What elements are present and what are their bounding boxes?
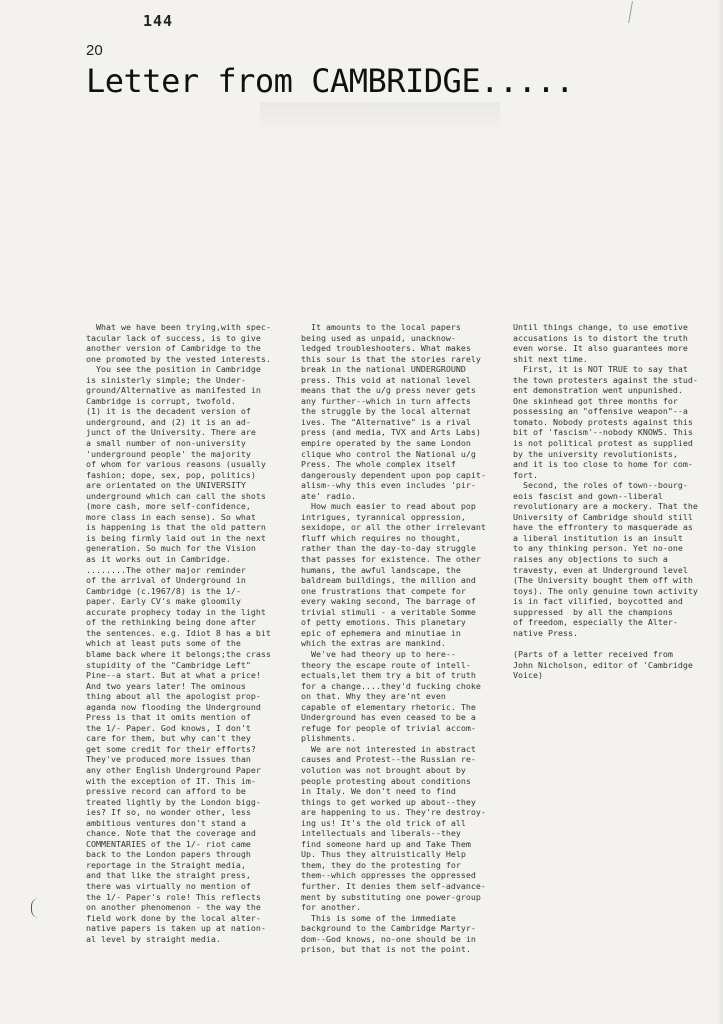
text-line: people protesting about conditions bbox=[301, 775, 471, 786]
text-line: treated lightly by the London bigg- bbox=[86, 796, 261, 807]
text-line: a small number of non-university bbox=[86, 438, 246, 449]
text-line: aganda now flooding the Underground bbox=[86, 701, 261, 712]
text-line: sexidope, or all the other irrelevant bbox=[301, 522, 486, 533]
text-line: every waking second, The barrage of bbox=[301, 596, 476, 607]
text-line: ies? If so, no wonder other, less bbox=[86, 807, 251, 818]
text-line: toys). The only genuine town activity bbox=[513, 585, 698, 596]
text-line: are happening to us. They're destroy- bbox=[301, 807, 486, 818]
text-line: a liberal institution is an insult bbox=[513, 532, 683, 543]
text-line: You see the position in Cambridge bbox=[86, 364, 261, 375]
text-line: of the rethinking being done after bbox=[86, 617, 256, 628]
text-line: John Nicholson, editor of 'Cambridge bbox=[513, 659, 693, 670]
margin-bracket-mark bbox=[31, 898, 40, 918]
text-line: fort. bbox=[513, 469, 538, 480]
text-line: is sinisterly simple; the Under- bbox=[86, 374, 246, 385]
text-line: is in fact vilified, boycotted and bbox=[513, 596, 683, 607]
text-line: What we have been trying,with spec- bbox=[86, 322, 271, 332]
text-line: on another phenomenon - the way the bbox=[86, 902, 261, 913]
text-line: of whom for various reasons (usually bbox=[86, 459, 266, 470]
text-line: volution was not brought about by bbox=[301, 764, 466, 775]
text-line: Underground has even ceased to be a bbox=[301, 712, 476, 723]
text-line: trivial stimuli - a veritable Somme bbox=[301, 606, 476, 617]
text-line: refuge for people of trivial accom- bbox=[301, 722, 476, 733]
text-line: press (and media, TVX and Arts Labs) bbox=[301, 427, 481, 438]
text-line: to any thinking person. Yet no-one bbox=[513, 543, 683, 554]
text-line: native Press. bbox=[513, 627, 578, 638]
text-line: being used as unpaid, unacknow- bbox=[301, 332, 456, 343]
text-line: plishments. bbox=[301, 733, 356, 744]
text-line: them--which oppresses the oppressed bbox=[301, 870, 476, 881]
text-line: capable of elementary rhetoric. The bbox=[301, 701, 476, 712]
text-line: al level by straight media. bbox=[86, 933, 221, 944]
text-line: is not political protest as supplied bbox=[513, 438, 693, 449]
text-line: more class in each sense). So what bbox=[86, 511, 256, 522]
text-line: ground/Alternative as manifested in bbox=[86, 385, 261, 396]
page-edge-shadow bbox=[717, 0, 723, 1024]
text-line: get some credit for their efforts? bbox=[86, 743, 256, 754]
text-line: Until things change, to use emotive bbox=[513, 322, 688, 332]
text-line: eois fascist and gown--liberal bbox=[513, 490, 663, 501]
text-line: tomato. Nobody protests against this bbox=[513, 416, 693, 427]
text-column-3 bbox=[513, 322, 713, 681]
text-line: of the arrival of Underground in bbox=[86, 575, 246, 586]
text-line: revolutionary are a mockery. That the bbox=[513, 501, 698, 512]
text-line: press. This void at national level bbox=[301, 374, 471, 385]
text-line: of freedom, especially the Alter- bbox=[513, 617, 678, 628]
text-line: We've had theory up to here-- bbox=[301, 648, 456, 659]
text-line: ives. The "Alternative" is a rival bbox=[301, 416, 471, 427]
text-line: is happening is that the old pattern bbox=[86, 522, 266, 533]
text-line: dom--God knows, no-one should be in bbox=[301, 933, 476, 944]
text-line: stupidity of the "Cambridge Left" bbox=[86, 659, 251, 670]
text-line: (1) it is the decadent version of bbox=[86, 406, 251, 417]
text-line: further. It denies them self-advance- bbox=[301, 880, 486, 891]
text-line: How much easier to read about pop bbox=[301, 501, 476, 512]
text-line: thing about all the apologist prop- bbox=[86, 691, 261, 702]
pen-mark bbox=[628, 1, 643, 25]
text-line: fashion; dope, sex, pop, politics) bbox=[86, 469, 256, 480]
text-line: suppressed by all the champions bbox=[513, 606, 673, 617]
text-line: is being firmly laid out in the next bbox=[86, 532, 266, 543]
text-column-2 bbox=[301, 322, 507, 955]
text-line: of petty emotions. This planetary bbox=[301, 617, 466, 628]
page-number: 20 bbox=[86, 42, 103, 59]
text-line: possessing an "offensive weapon"--a bbox=[513, 406, 688, 417]
text-line: epic of ephemera and minutiae in bbox=[301, 627, 461, 638]
text-line: any further--which in turn affects bbox=[301, 395, 471, 406]
text-line: ment by substituting one power-group bbox=[301, 891, 481, 902]
text-line: intellectuals and liberals--they bbox=[301, 828, 461, 839]
text-line: ing us! It's the old trick of all bbox=[301, 817, 466, 828]
text-line: with the exception of IT. This im- bbox=[86, 775, 256, 786]
text-line: It amounts to the local papers bbox=[301, 322, 461, 332]
text-line: underground, and (2) it is an ad- bbox=[86, 416, 251, 427]
text-line: empire operated by the same London bbox=[301, 438, 471, 449]
text-line: another version of Cambridge to the bbox=[86, 343, 261, 354]
text-line: Cambridge (c.1967/8) is the 1/- bbox=[86, 585, 241, 596]
text-line: in Italy. We don't need to find bbox=[301, 786, 456, 797]
text-line: them, they do the protesting for bbox=[301, 859, 461, 870]
text-line: the struggle by the local alternat bbox=[301, 406, 471, 417]
text-line: ........The other major reminder bbox=[86, 564, 246, 575]
text-line: paper. Early CV's make gloomily bbox=[86, 596, 241, 607]
text-line: and it is too close to home for com- bbox=[513, 459, 693, 470]
text-line: which at least puts some of the bbox=[86, 638, 241, 649]
text-line: First, it is NOT TRUE to say that bbox=[513, 364, 688, 375]
text-line: rather than the day-to-day struggle bbox=[301, 543, 476, 554]
text-line: means that the u/g press never gets bbox=[301, 385, 476, 396]
text-line: dangerously dependent upon pop capit- bbox=[301, 469, 486, 480]
text-line: are orientated on the UNIVERSITY bbox=[86, 480, 246, 491]
text-line: have the effrontery to masquerade as bbox=[513, 522, 693, 533]
text-line: field work done by the local alter- bbox=[86, 912, 261, 923]
text-line: junct of the University. There are bbox=[86, 427, 256, 438]
text-line: theory the escape route of intell- bbox=[301, 659, 471, 670]
text-line: find someone hard up and Take Them bbox=[301, 838, 471, 849]
article-title: Letter from CAMBRIDGE..... bbox=[86, 62, 574, 100]
text-line: (Parts of a letter received from bbox=[513, 648, 673, 659]
text-line: chance. Note that the coverage and bbox=[86, 828, 256, 839]
text-line: 'underground people' the majority bbox=[86, 448, 251, 459]
text-line: Up. Thus they altruistically Help bbox=[301, 849, 466, 860]
text-line: any other English Underground Paper bbox=[86, 764, 261, 775]
text-line: causes and Protest--the Russian re- bbox=[301, 754, 476, 765]
text-line bbox=[513, 638, 713, 649]
text-line: ent demonstration went unpunished. bbox=[513, 385, 683, 396]
text-line: We are not interested in abstract bbox=[301, 743, 476, 754]
text-line: COMMENTARIES of the 1/- riot came bbox=[86, 838, 251, 849]
text-line: intrigues, tyrannical oppression, bbox=[301, 511, 466, 522]
text-line: And two years later! The ominous bbox=[86, 680, 246, 691]
text-line: even worse. It also guarantees more bbox=[513, 343, 688, 354]
text-line: fluff which requires no thought, bbox=[301, 532, 461, 543]
text-line: Press is that it omits mention of bbox=[86, 712, 251, 723]
text-line: the 1/- Paper's role! This reflects bbox=[86, 891, 261, 902]
text-line: tacular lack of success, is to give bbox=[86, 332, 261, 343]
text-line: Voice) bbox=[513, 670, 543, 681]
text-line: This is some of the immediate bbox=[301, 912, 456, 923]
text-line: for another. bbox=[301, 902, 361, 913]
text-line: Press. The whole complex itself bbox=[301, 459, 456, 470]
text-line: pressive record can afford to be bbox=[86, 786, 246, 797]
text-line: ectuals,let them try a bit of truth bbox=[301, 670, 476, 681]
text-line: which the extras are mankind. bbox=[301, 638, 446, 649]
text-line: that passes for existence. The other bbox=[301, 554, 481, 565]
text-line: on that. Why they are'nt even bbox=[301, 691, 446, 702]
text-line: Cambridge is corrupt, twofold. bbox=[86, 395, 236, 406]
text-line: generation. So much for the Vision bbox=[86, 543, 256, 554]
text-line: this sour is that the stories rarely bbox=[301, 353, 481, 364]
text-line: native papers is taken up at nation- bbox=[86, 923, 266, 934]
text-line: University of Cambridge should still bbox=[513, 511, 693, 522]
text-line: (The University bought them off with bbox=[513, 575, 693, 586]
text-line: blame back where it belongs;the crass bbox=[86, 648, 271, 659]
text-line: the 1/- Paper. God knows, I don't bbox=[86, 722, 251, 733]
text-line: They've produced more issues than bbox=[86, 754, 251, 765]
text-line: break in the national UNDERGROUND bbox=[301, 364, 466, 375]
text-line: underground which can call the shots bbox=[86, 490, 266, 501]
text-line: background to the Cambridge Martyr- bbox=[301, 923, 476, 934]
text-line: the sentences. e.g. Idiot 8 has a bit bbox=[86, 627, 271, 638]
text-line: alism--why this even includes 'pir- bbox=[301, 480, 476, 491]
text-line: accurate prophecy today in the light bbox=[86, 606, 266, 617]
text-line: back to the London papers through bbox=[86, 849, 251, 860]
text-line: things to get worked up about--they bbox=[301, 796, 476, 807]
text-line: prison, but that is not the point. bbox=[301, 944, 471, 955]
text-line: ledged troubleshooters. What makes bbox=[301, 343, 471, 354]
text-column-1 bbox=[86, 322, 286, 944]
text-line: care for them, but why can't they bbox=[86, 733, 251, 744]
text-line: raises any objections to such a bbox=[513, 554, 668, 565]
text-line: clique who control the National u/g bbox=[301, 448, 476, 459]
text-line: humans, the awful landscape, the bbox=[301, 564, 461, 575]
bleed-through-shadow bbox=[260, 102, 500, 132]
text-line: as it works out in Cambridge. bbox=[86, 554, 231, 565]
text-line: shit next time. bbox=[513, 353, 588, 364]
archive-number: 144 bbox=[143, 12, 174, 30]
text-line: ambitious ventures don't stand a bbox=[86, 817, 246, 828]
text-line: Second, the roles of town--bourg- bbox=[513, 480, 688, 491]
text-line: accusations is to distort the truth bbox=[513, 332, 688, 343]
text-line: One skinhead got three months for bbox=[513, 395, 678, 406]
text-line: the town protesters against the stud- bbox=[513, 374, 698, 385]
text-line: bit of 'fascism'--nobody KNOWS. This bbox=[513, 427, 693, 438]
text-line: and that like the straight press, bbox=[86, 870, 251, 881]
text-line: for a change....they'd fucking choke bbox=[301, 680, 481, 691]
text-line: baldream buildings, the million and bbox=[301, 575, 476, 586]
text-line: (more cash, more self-confidence, bbox=[86, 501, 251, 512]
text-line: by the university revolutionists, bbox=[513, 448, 678, 459]
text-line: one frustrations that compete for bbox=[301, 585, 466, 596]
text-line: travesty, even at Underground level bbox=[513, 564, 688, 575]
text-line: Pine--a start. But at what a price! bbox=[86, 670, 261, 681]
text-line: ate' radio. bbox=[301, 490, 356, 501]
text-line: there was virtually no mention of bbox=[86, 880, 251, 891]
text-line: reportage in the Straight media, bbox=[86, 859, 246, 870]
text-line: one promoted by the vested interests. bbox=[86, 353, 271, 364]
